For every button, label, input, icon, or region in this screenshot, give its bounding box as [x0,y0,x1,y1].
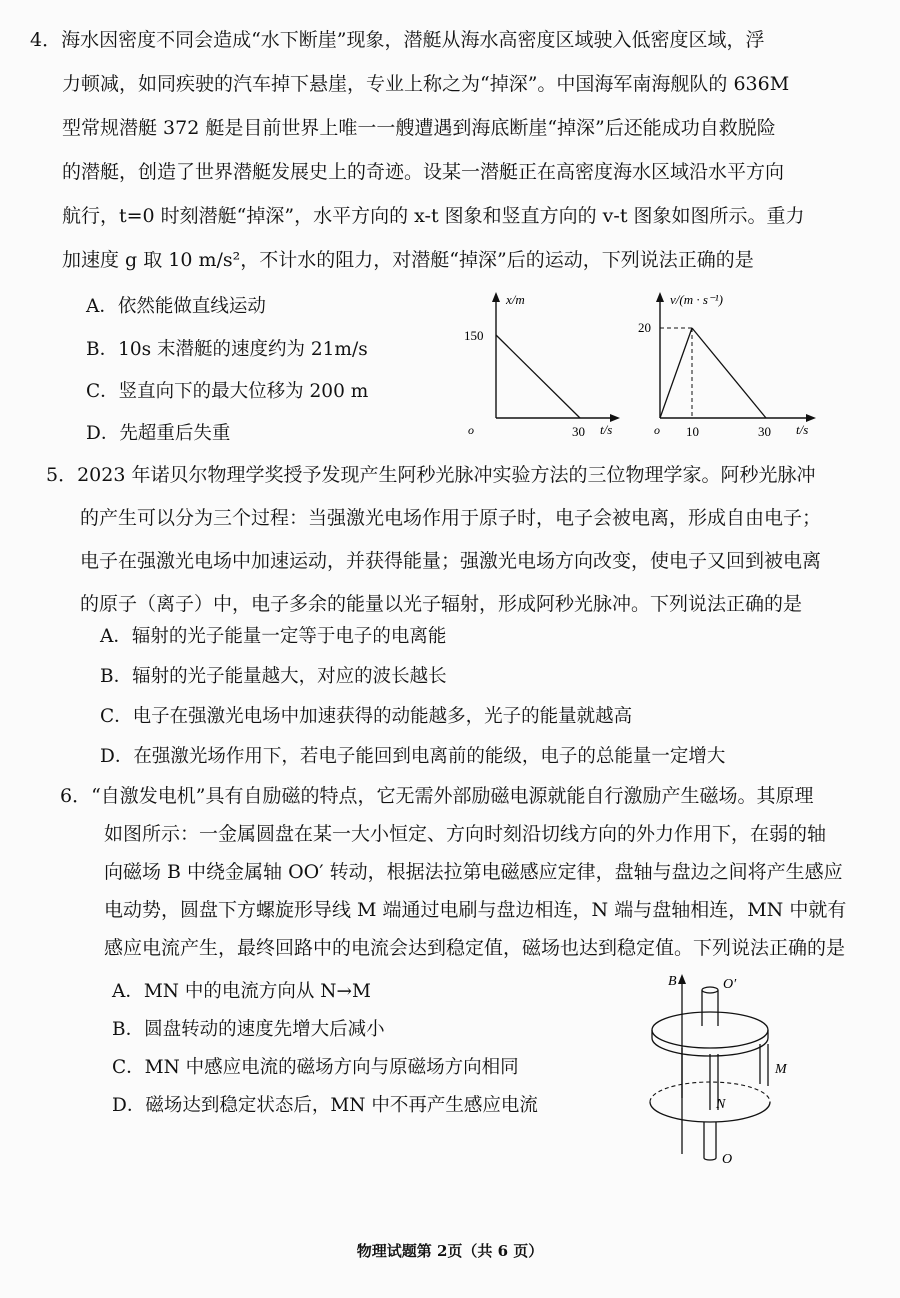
xt-x-tick: 30 [572,424,585,439]
b-field-arrow [678,974,686,984]
vt-y-arrow [656,292,664,302]
label-o-prime: O′ [723,977,737,992]
q5-line-2: 的产生可以分为三个过程：当强激光电场作用于原子时，电子会被电离，形成自由电子； [80,507,822,529]
q6-line-1: 6．“自激发电机”具有自励磁的特点，它无需外部励磁电源就能自行激励产生磁场。其原理 [60,785,814,807]
q5-line-3: 电子在强激光电场中加速运动，并获得能量；强激光电场方向改变，使电子又回到被电离 [80,550,822,572]
shaft-bottom-cap [704,1158,716,1160]
label-b: B [668,974,677,989]
xt-graph [462,288,622,438]
vt-xlabel: t/s [796,422,809,437]
vt-origin: o [654,423,660,437]
q5-line-1: 5．2023 年诺贝尔物理学奖授予发现产生阿秒光脉冲实验方法的三位物理学家。阿秒光脉冲 [46,464,816,486]
xt-line [496,335,580,418]
q4-option-c[interactable]: C．竖直向下的最大位移为 200 m [86,381,369,402]
label-o: O [722,1152,733,1167]
vt-rise [660,328,692,418]
xt-x-arrow [610,414,620,422]
q4-line-2: 力顿减，如同疾驶的汽车掉下悬崖，专业上称之为“掉深”。中国海军南海舰队的 636M [62,73,790,95]
q4-line-4: 的潜艇，创造了世界潜艇发展史上的奇迹。设某一潜艇正在高密度海水区域沿水平方向 [62,161,785,183]
disc-top [652,1012,768,1048]
vt-ylabel: v/(m · s⁻¹) [670,292,723,307]
xt-y-arrow [492,292,500,302]
label-m: M [775,1062,787,1077]
q5-option-b[interactable]: B．辐射的光子能量越大，对应的波长越长 [100,666,447,687]
q6-option-a[interactable]: A．MN 中的电流方向从 N→M [112,981,371,1002]
q6-line-3: 向磁场 B 中绕金属轴 OO′ 转动，根据法拉第电磁感应定律，盘轴与盘边之间将产生感应 [104,861,843,883]
q6-line-4: 电动势，圆盘下方螺旋形导线 M 端通过电刷与盘边相连，N 端与盘轴相连，MN 中就有 [104,899,847,921]
q4-option-d[interactable]: D．先超重后失重 [86,423,231,444]
q5-option-d[interactable]: D．在强激光场作用下，若电子能回到电离前的能级，电子的总能量一定增大 [100,746,726,767]
label-n: N [716,1097,726,1112]
q6-option-c[interactable]: C．MN 中感应电流的磁场方向与原磁场方向相同 [112,1057,519,1078]
q4-line-3: 型常规潜艇 372 艇是目前世界上唯一一艘遭遇到海底断崖“掉深”后还能成功自救脱险 [62,117,776,139]
xt-origin: o [468,423,474,437]
q5-line-4: 的原子（离子）中，电子多余的能量以光子辐射，形成阿秒光脉冲。下列说法正确的是 [80,593,803,615]
vt-y-tick: 20 [638,320,651,335]
vt-x-arrow [806,414,816,422]
q4-line-5: 航行，t=0 时刻潜艇“掉深”，水平方向的 x-t 图象和竖直方向的 v-t 图象如图所示。重力 [62,205,805,227]
q5-option-c[interactable]: C．电子在强激光电场中加速获得的动能越多，光子的能量就越高 [100,706,633,727]
q4-line-6: 加速度 g 取 10 m/s²，不计水的阻力，对潜艇“掉深”后的运动，下列说法正确的是 [62,249,754,271]
vt-x-tick-30: 30 [758,424,771,439]
generator-figure [620,968,820,1173]
q6-line-2: 如图所示：一金属圆盘在某一大小恒定、方向时刻沿切线方向的外力作用下，在弱的轴 [104,823,827,845]
q5-option-a[interactable]: A．辐射的光子能量一定等于电子的电离能 [100,626,447,647]
vt-graph [638,288,825,439]
vt-x-tick-10: 10 [686,424,699,439]
shaft-top-cap [702,987,718,993]
xt-y-tick: 150 [464,328,484,343]
q4-option-b[interactable]: B．10s 末潜艇的速度约为 21m/s [86,339,368,360]
q4-option-a[interactable]: A．依然能做直线运动 [86,296,266,317]
q6-option-b[interactable]: B．圆盘转动的速度先增大后减小 [112,1019,385,1040]
q6-option-d[interactable]: D．磁场达到稳定状态后，MN 中不再产生感应电流 [112,1095,538,1116]
q6-line-5: 感应电流产生，最终回路中的电流会达到稳定值，磁场也达到稳定值。下列说法正确的是 [104,937,846,959]
vt-fall [692,328,766,418]
q4-line-1: 4．海水因密度不同会造成“水下断崖”现象，潜艇从海水高密度区域驶入低密度区域，浮 [30,29,765,51]
page-footer: 物理试题第 2页（共 6 页） [356,1242,544,1260]
xt-xlabel: t/s [600,422,613,437]
xt-ylabel: x/m [506,292,525,307]
